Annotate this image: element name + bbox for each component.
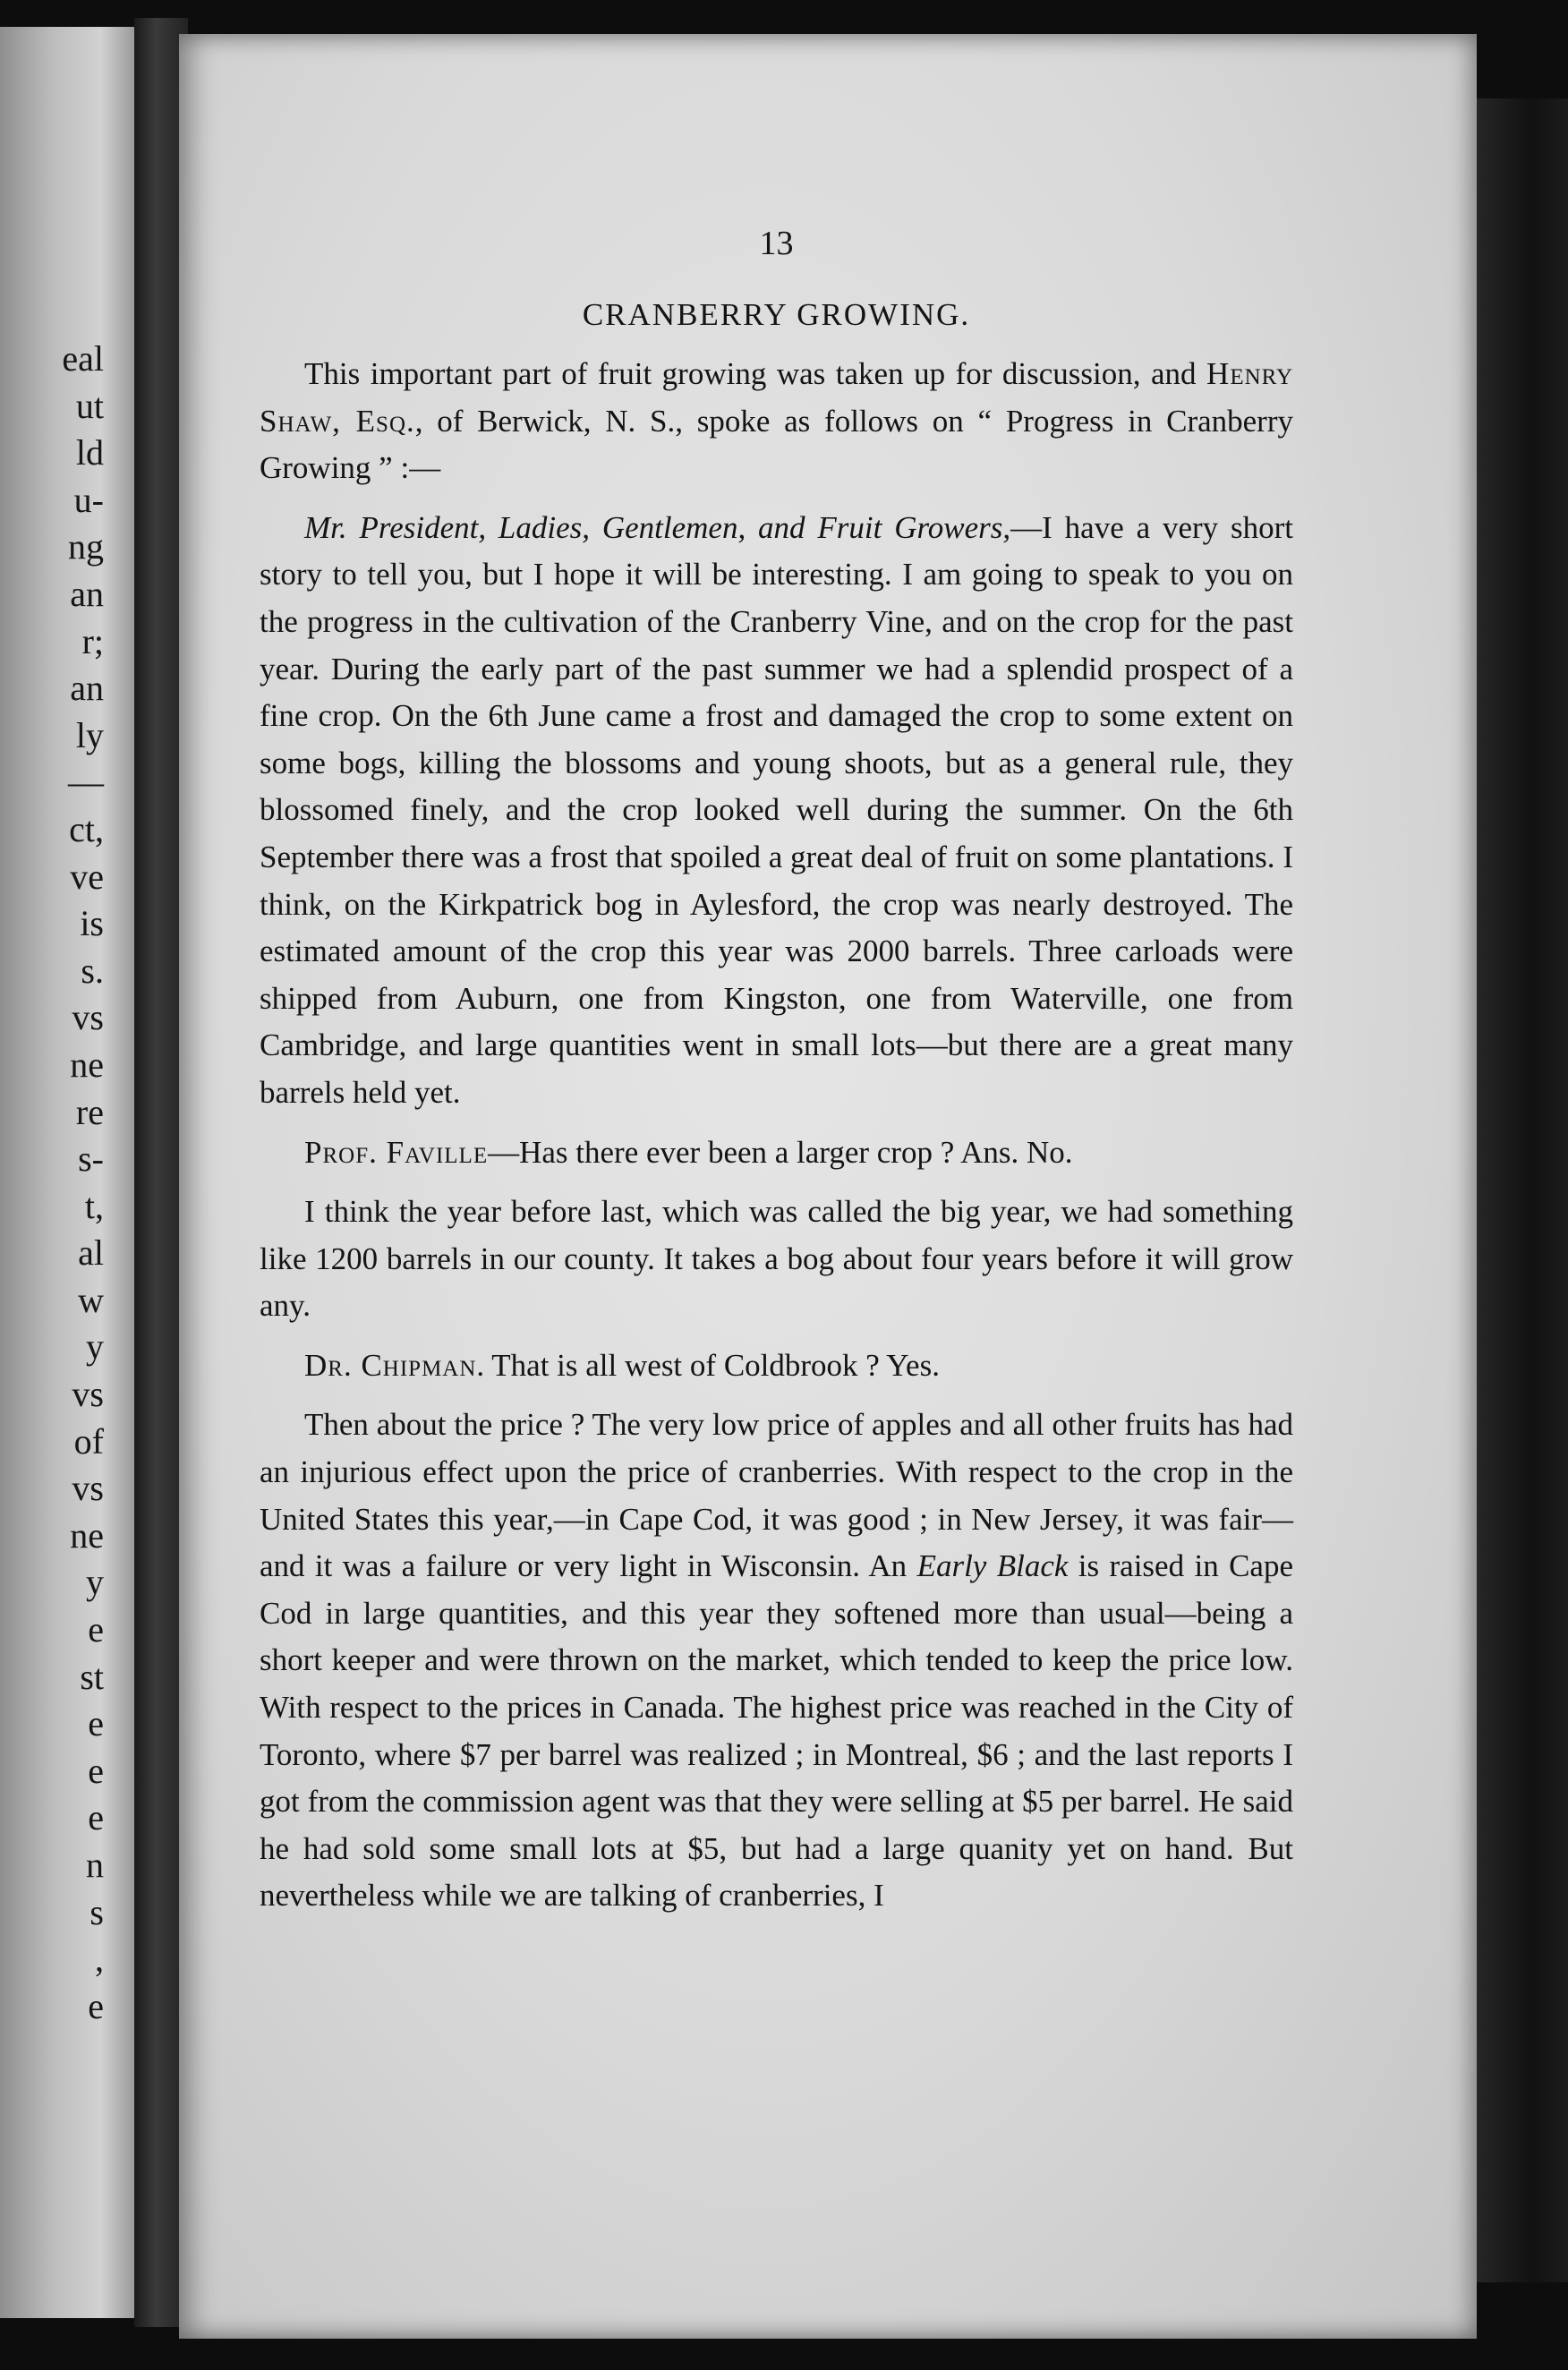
previous-page-fragment: t, bbox=[84, 1185, 104, 1226]
address-text: —I have a very short story to tell you, but I hope it will be interesting. I am going to speak to you on the progress in the cultivation of the Cranberry Vine, and on the crop for the past year. During the early part of the past summer we had a splendid prospect of a fine crop. On the 6th June came a frost and damaged the crop to some extent on some bogs, killing the blossoms and young shoots, but as a general rule, they blossomed finely, and the crop looked well during the summer. On the 6th September there was a frost that spoiled a great deal of fruit on some plantations. I think, on the Kirkpatrick bog in Aylesford, the crop was nearly destroyed. The estimated amount of the crop this year was 2000 barrels. Three carloads were shipped from Auburn, one from Kingston, one from Waterville, one from Cambridge, and large quantities went in small lots—but there are a great many barrels held yet. bbox=[260, 509, 1293, 1110]
previous-page-fragment: y bbox=[86, 1562, 104, 1603]
previous-page-fragment: s- bbox=[78, 1138, 104, 1180]
intro-text-after: , of Berwick, N. S., spoke as follows on “ Progress in Cranberry Growing ” :— bbox=[260, 403, 1293, 486]
previous-page-fragment: al bbox=[78, 1232, 104, 1274]
previous-page-fragment: , bbox=[95, 1939, 104, 1980]
intro-paragraph bbox=[260, 351, 1293, 492]
previous-page-fragment: re bbox=[75, 1091, 104, 1132]
previous-page-fragment: st bbox=[80, 1656, 104, 1697]
previous-page-fragment: w bbox=[78, 1279, 104, 1320]
previous-page-fragment: eal bbox=[62, 338, 104, 379]
previous-page-fragment: an bbox=[70, 573, 104, 614]
faville-speaker: Prof. Faville bbox=[304, 1134, 489, 1170]
previous-page-edge bbox=[0, 27, 134, 2318]
address-paragraph bbox=[260, 505, 1293, 1117]
previous-page-fragment: u- bbox=[73, 479, 104, 520]
previous-page-fragment: ve bbox=[70, 856, 104, 897]
chipman-question bbox=[260, 1343, 1293, 1390]
section-title: CRANBERRY GROWING. bbox=[582, 297, 971, 332]
previous-page-fragment: s. bbox=[81, 950, 104, 991]
previous-page-fragment: e bbox=[88, 1609, 104, 1650]
previous-page-fragment: of bbox=[73, 1420, 104, 1462]
previous-page-fragment: r; bbox=[81, 620, 104, 661]
previous-page-fragment: ne bbox=[70, 1044, 104, 1085]
intro-text-before: This important part of fruit growing was taken up for discussion, and bbox=[304, 356, 1207, 391]
previous-page-fragment: vs bbox=[72, 997, 104, 1038]
previous-page-fragment: ng bbox=[68, 526, 104, 567]
previous-page-fragment: s bbox=[89, 1891, 104, 1932]
previous-page-fragment: n bbox=[86, 1845, 104, 1885]
previous-page-fragment: vs bbox=[72, 1468, 104, 1509]
book-cover-edge bbox=[1477, 98, 1568, 2282]
previous-page-fragment: ct, bbox=[69, 808, 104, 849]
previous-page-text-fragments bbox=[5, 336, 104, 2030]
speaker-name: Henry Shaw bbox=[260, 356, 1293, 439]
faville-text: —Has there ever been a larger crop ? Ans. No. bbox=[488, 1134, 1073, 1170]
previous-page-fragment: y bbox=[86, 1326, 104, 1368]
faville-question bbox=[260, 1130, 1293, 1177]
salutation: Mr. President, Ladies, Gentlemen, and Fruit Growers, bbox=[304, 509, 1011, 545]
previous-page-fragment: ne bbox=[70, 1514, 104, 1556]
previous-page-fragment: e bbox=[88, 1703, 104, 1744]
price-text-after: is raised in Cape Cod in large quantities, and this year they softened more than usual—being a short keeper and were thrown on the market, which tended to keep the price low. With respect to the prices in Canada. The highest price was reached in the City of Toronto, where $7 per barrel was realized ; in Montreal, $6 ; and the last reports I got from the commission agent was that they were selling at $5 per barrel. He said he had sold some small lots at $5, but had a large quanity yet on hand. But nevertheless while we are talking of cranberries, I bbox=[260, 1548, 1293, 1914]
previous-page-fragment: e bbox=[88, 1985, 104, 2026]
previous-page-fragment: vs bbox=[72, 1374, 104, 1415]
page-number: 13 bbox=[759, 225, 794, 262]
previous-page-fragment: e bbox=[88, 1797, 104, 1838]
previous-page-fragment: ld bbox=[75, 432, 104, 473]
price-text-before: Then about the price ? The very low price of apples and all other fruits has had an injurious effect upon the price of cranberries. With respect to the crop in the United States this year,—in Cape Cod, it was good ; in New Jersey, it was fair—and it was a failure or very light in Wisconsin. An bbox=[260, 1407, 1293, 1584]
price-paragraph bbox=[260, 1402, 1293, 1920]
previous-page-fragment: ly bbox=[75, 714, 104, 755]
chipman-text: . That is all west of Coldbrook ? Yes. bbox=[476, 1347, 940, 1383]
previous-page-fragment: is bbox=[80, 903, 104, 944]
reply-paragraph: I think the year before last, which was called the big year, we had something like 1200 barrels in our county. It takes a bog about four years before it will grow any. bbox=[260, 1194, 1293, 1324]
previous-page-fragment: — bbox=[68, 762, 104, 803]
speaker-title: , Esq. bbox=[332, 403, 415, 439]
variety-name: Early Black bbox=[916, 1548, 1069, 1584]
chipman-speaker: Dr. Chipman bbox=[304, 1347, 477, 1383]
previous-page-fragment: e bbox=[88, 1750, 104, 1791]
page-text bbox=[260, 224, 1293, 1932]
previous-page-fragment: an bbox=[70, 668, 104, 709]
previous-page-fragment: ut bbox=[75, 385, 104, 426]
